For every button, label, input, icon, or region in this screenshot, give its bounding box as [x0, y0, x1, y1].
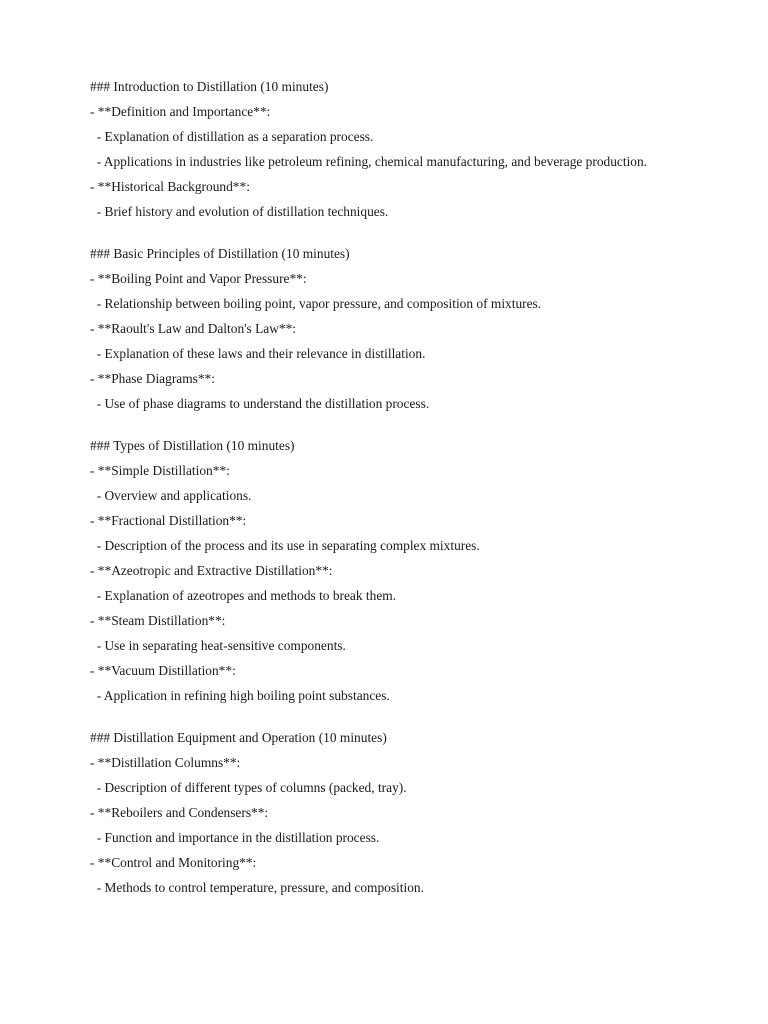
bullet-item: - **Reboilers and Condensers**:	[90, 805, 269, 820]
sub-bullet-item: - Explanation of distillation as a separation process.	[90, 129, 374, 144]
section-heading: ### Distillation Equipment and Operation (10 minutes)	[90, 730, 387, 745]
bullet-item: - **Raoult's Law and Dalton's Law**:	[90, 321, 297, 336]
section-heading: ### Basic Principles of Distillation (10 minutes)	[90, 246, 350, 261]
section-heading: ### Introduction to Distillation (10 minutes)	[90, 79, 329, 94]
section-basic-principles	[90, 245, 660, 412]
sub-bullet-item: - Methods to control temperature, pressure, and composition.	[90, 880, 424, 895]
bullet-item: - **Historical Background**:	[90, 179, 250, 194]
bullet-item: - **Fractional Distillation**:	[90, 513, 247, 528]
section-introduction	[90, 78, 660, 220]
sub-bullet-item: - Explanation of azeotropes and methods to break them.	[90, 588, 397, 603]
sub-bullet-item: - Description of the process and its use in separating complex mixtures.	[90, 538, 480, 553]
section-equipment	[90, 729, 660, 896]
bullet-item: - **Phase Diagrams**:	[90, 371, 215, 386]
sub-bullet-item: - Function and importance in the distillation process.	[90, 830, 380, 845]
sub-bullet-item: - Relationship between boiling point, vapor pressure, and composition of mixtures.	[90, 296, 542, 311]
bullet-item: - **Control and Monitoring**:	[90, 855, 257, 870]
sub-bullet-item: - Applications in industries like petroleum refining, chemical manufacturing, and beverage production.	[90, 154, 648, 169]
sub-bullet-item: - Explanation of these laws and their relevance in distillation.	[90, 346, 426, 361]
document-body	[90, 78, 660, 896]
bullet-item: - **Simple Distillation**:	[90, 463, 230, 478]
sub-bullet-item: - Description of different types of columns (packed, tray).	[90, 780, 407, 795]
bullet-item: - **Boiling Point and Vapor Pressure**:	[90, 271, 307, 286]
section-heading: ### Types of Distillation (10 minutes)	[90, 438, 295, 453]
sub-bullet-item: - Use of phase diagrams to understand the distillation process.	[90, 396, 430, 411]
bullet-item: - **Steam Distillation**:	[90, 613, 226, 628]
sub-bullet-item: - Brief history and evolution of distillation techniques.	[90, 204, 389, 219]
section-types	[90, 437, 660, 704]
bullet-item: - **Definition and Importance**:	[90, 104, 271, 119]
sub-bullet-item: - Overview and applications.	[90, 488, 252, 503]
bullet-item: - **Distillation Columns**:	[90, 755, 241, 770]
bullet-item: - **Vacuum Distillation**:	[90, 663, 236, 678]
sub-bullet-item: - Application in refining high boiling point substances.	[90, 688, 390, 703]
bullet-item: - **Azeotropic and Extractive Distillation**:	[90, 563, 333, 578]
sub-bullet-item: - Use in separating heat-sensitive components.	[90, 638, 346, 653]
